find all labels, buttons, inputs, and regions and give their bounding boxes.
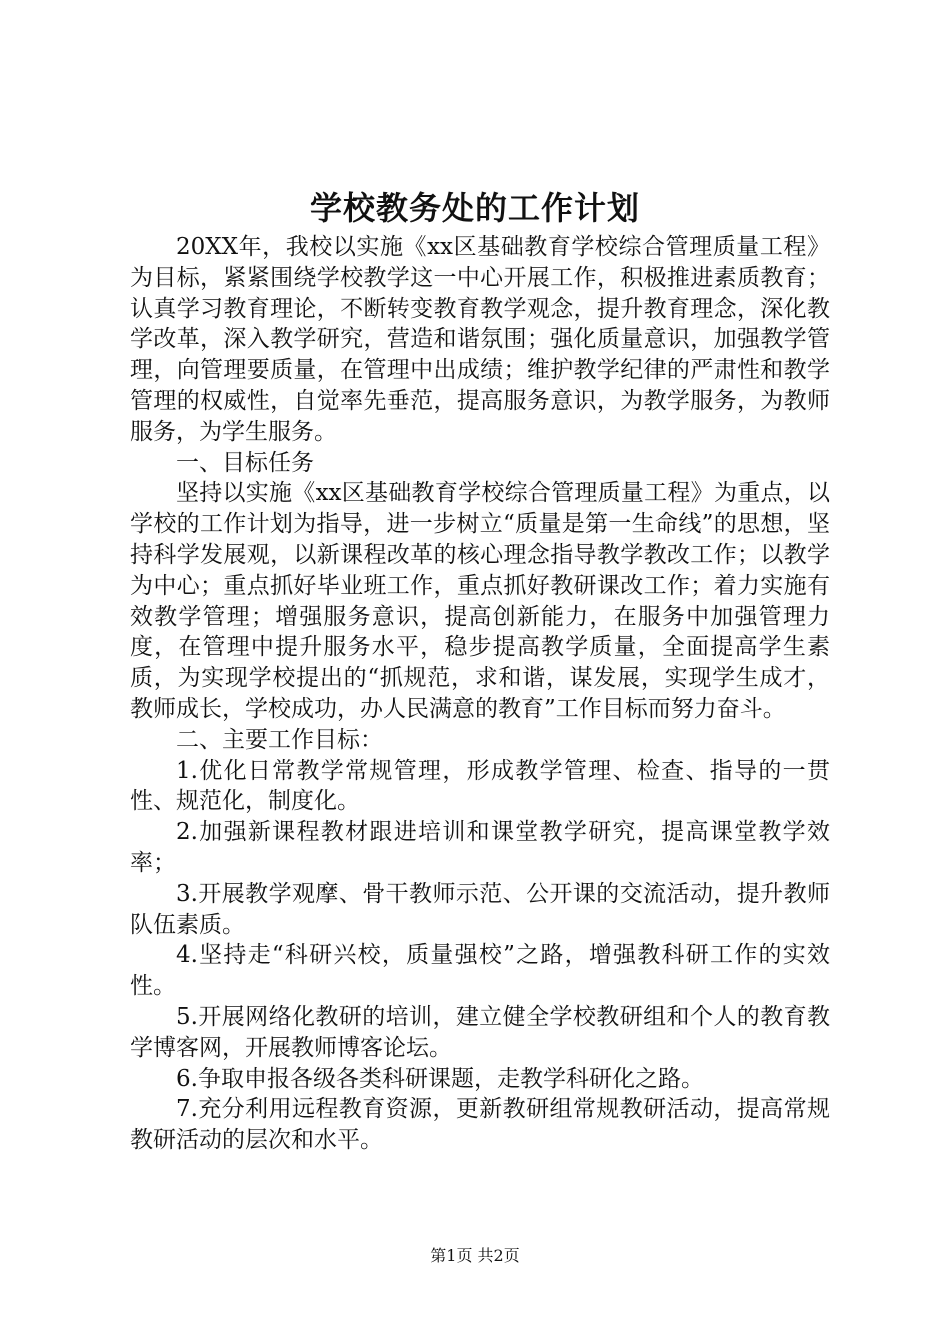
section-heading-main-targets: 二、主要工作目标： xyxy=(176,726,383,753)
list-item: 7.充分利用远程教育资源，更新教研组常规教研活动，提高常规教研活动的层次和水平。 xyxy=(130,1096,830,1154)
list-item: 2.加强新课程教材跟进培训和课堂教学研究，提高课堂教学效率； xyxy=(130,819,830,876)
list-item: 5.开展网络化教研的培训，建立健全学校教研组和个人的教育教学博客网，开展教师博客论坛。 xyxy=(130,1003,830,1061)
document-body xyxy=(130,232,830,1156)
list-item: 1.优化日常教学常规管理，形成教学管理、检查、指导的一贯性、规范化，制度化。 xyxy=(130,757,830,815)
page-number-footer: 第1页 共2页 xyxy=(430,1246,520,1265)
document-title: 学校教务处的工作计划 xyxy=(309,189,640,227)
section-heading-goals: 一、目标任务 xyxy=(176,449,314,476)
list-item: 3.开展教学观摩、骨干教师示范、公开课的交流活动，提升教师队伍素质。 xyxy=(130,880,830,938)
goals-paragraph: 坚持以实施《xx区基础教育学校综合管理质量工程》为重点，以学校的工作计划为指导，进一步树立“质量是第一生命线”的思想，坚持科学发展观，以新课程改革的核心理念指导教学教改工作；以教学为中心；重点抓好毕业班工作，重点抓好教研课改工作；着力实施有效教学管理；增强服务意识，提高创新能力，在服务中加强管理力度，在管理中提升服务水平，稳步提高教学质量，全面提高学生素质，为实现学校提出的“抓规范，求和谐，谋发展，实现学生成才，教师成长，学校成功，办人民满意的教育”工作目标而努力奋斗。 xyxy=(130,480,830,722)
list-item: 6.争取申报各级各类科研课题，走教学科研化之路。 xyxy=(176,1065,704,1092)
list-item: 4.坚持走“科研兴校，质量强校”之路，增强教科研工作的实效性。 xyxy=(130,942,830,1000)
intro-paragraph: 20XX年，我校以实施《xx区基础教育学校综合管理质量工程》为目标，紧紧围绕学校教学这一中心开展工作，积极推进素质教育；认真学习教育理论，不断转变教育教学观念，提升教育理念，深化教学改革，深入教学研究，营造和谐氛围；强化质量意识，加强教学管理，向管理要质量，在管理中出成绩；维护教学纪律的严肃性和教学管理的权威性，自觉率先垂范，提高服务意识，为教学服务，为教师服务，为学生服务。 xyxy=(130,234,830,445)
